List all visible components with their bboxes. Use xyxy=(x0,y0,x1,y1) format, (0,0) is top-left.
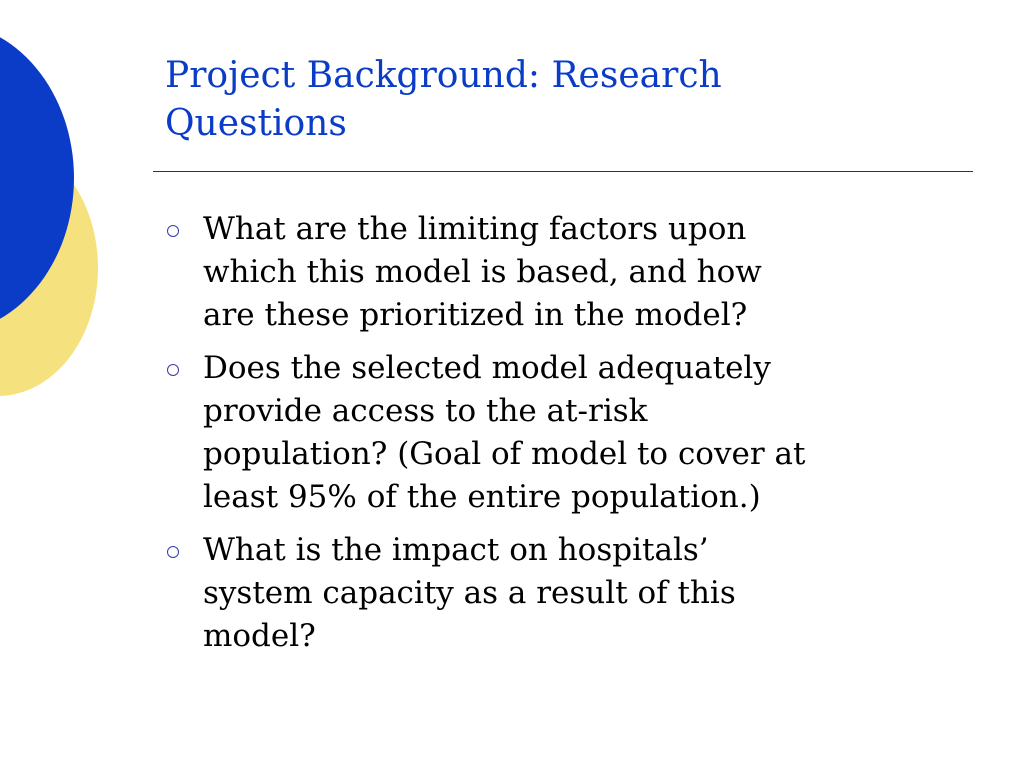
bullet-3-line-2: system capacity as a result of this xyxy=(203,575,736,611)
bullet-1-line-2: which this model is based, and how xyxy=(203,254,762,290)
bullet-item-2 xyxy=(165,347,965,519)
bullet-item-1 xyxy=(165,208,965,337)
slide-title xyxy=(165,52,985,148)
title-line-2: Questions xyxy=(165,103,347,144)
bullet-1-line-1: What are the limiting factors upon xyxy=(203,211,747,247)
bullet-2-line-3: population? (Goal of model to cover at xyxy=(203,436,806,472)
hollow-circle-bullet-icon xyxy=(167,225,179,237)
hollow-circle-bullet-icon xyxy=(167,546,179,558)
bullet-3-line-3: model? xyxy=(203,618,316,654)
title-divider xyxy=(153,171,973,172)
bullet-2-line-4: least 95% of the entire population.) xyxy=(203,479,761,515)
bullet-2-line-2: provide access to the at-risk xyxy=(203,393,648,429)
title-line-1: Project Background: Research xyxy=(165,55,722,96)
bullet-list xyxy=(165,208,965,668)
bullet-item-3 xyxy=(165,529,965,658)
hollow-circle-bullet-icon xyxy=(167,364,179,376)
bullet-2-line-1: Does the selected model adequately xyxy=(203,350,771,386)
bullet-3-line-1: What is the impact on hospitals’ xyxy=(203,532,709,568)
bullet-1-line-3: are these prioritized in the model? xyxy=(203,297,748,333)
